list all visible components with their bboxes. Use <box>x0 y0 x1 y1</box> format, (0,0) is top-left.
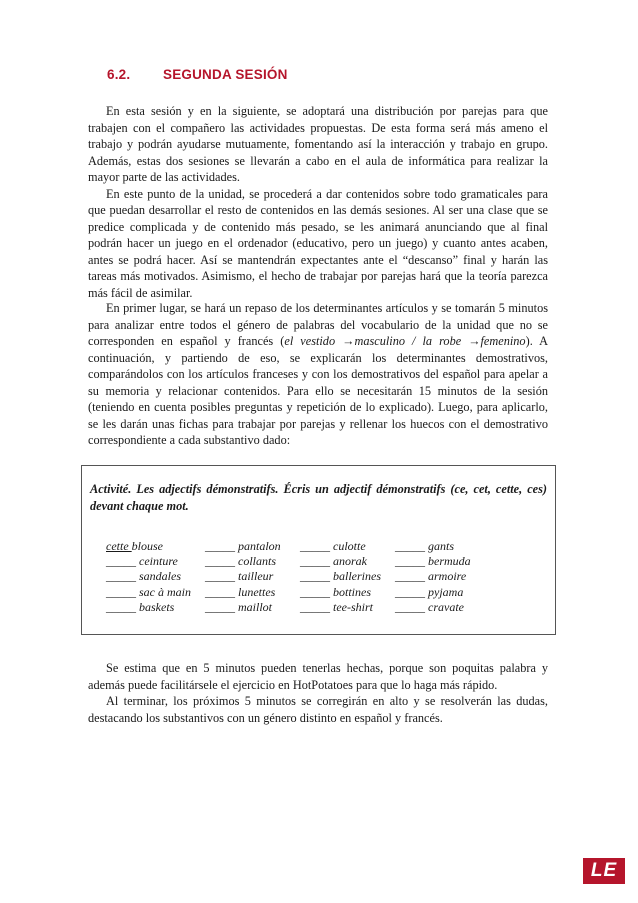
exercise-item <box>205 554 300 569</box>
exercise-item <box>300 539 395 554</box>
exercise-title: Activité. Les adjectifs démonstratifs. Écris un adjectif démonstratifs (ce, cet, cette, ces) devant chaque mot. <box>90 482 547 513</box>
answer-blank: _____ <box>106 599 139 614</box>
answer-blank: _____ <box>395 569 428 584</box>
exercise-word: armoire <box>428 569 467 584</box>
exercise-item <box>106 585 205 600</box>
exercise-row <box>106 600 485 615</box>
answer-blank: _____ <box>205 554 238 569</box>
exercise-word: tee-shirt <box>333 599 373 614</box>
exercise-item <box>205 569 300 584</box>
exercise-word: sandales <box>139 569 181 584</box>
exercise-word: anorak <box>333 554 367 569</box>
answer-blank: _____ <box>106 584 139 599</box>
exercise-word: sac à main <box>139 584 191 599</box>
exercise-item <box>395 585 485 600</box>
exercise-word: ballerines <box>333 569 381 584</box>
exercise-item <box>395 569 485 584</box>
answer-blank: _____ <box>395 599 428 614</box>
answer-blank: _____ <box>106 569 139 584</box>
answer-blank: _____ <box>395 554 428 569</box>
answer-blank: _____ <box>300 569 333 584</box>
section-number: 6.2. <box>107 67 131 82</box>
exercise-item <box>300 554 395 569</box>
answer-blank: _____ <box>205 539 238 553</box>
paragraph: Al terminar, los próximos 5 minutos se corregirán en alto y se resolverán las dudas, destacando los substantivos con un género distinto en español y francés. <box>88 694 548 725</box>
exercise-item <box>395 554 485 569</box>
explanation-text <box>88 300 548 449</box>
answer-blank: _____ <box>395 584 428 599</box>
exercise-word: culotte <box>333 539 366 553</box>
paragraph: Se estima que en 5 minutos pueden tenerlas hechas, porque son poquitas palabra y además puede facilitársele el ejercicio en HotPotatoes para que lo haga más rápido. <box>88 661 548 692</box>
exercise-item <box>106 569 205 584</box>
exercise-item <box>205 600 300 615</box>
exercise-item <box>395 600 485 615</box>
exercise-item <box>106 539 205 554</box>
section-heading <box>107 67 288 82</box>
paragraph-part: ). A continuación, y partiendo de eso, se explicarán los determinantes demostrativos, comparándolos con los artículos franceses y con los demostrativos del español para apelar a su memoria y relacionar contenidos. Para ello se necesitarán 15 minutos de la sesión (teniendo en cuenta posibles preguntas y repetición de lo explicado). Luego, para aplicarlo, se les darán unas fichas para trabajar por parejas y rellenar los huecos con el demostrativo correspondiente a cada substantivo dado: <box>88 334 549 447</box>
exercise-item <box>300 600 395 615</box>
exercise-item <box>106 600 205 615</box>
exercise-row <box>106 569 485 584</box>
exercise-word: baskets <box>139 599 175 614</box>
answer-blank: _____ <box>300 584 333 599</box>
exercise-item <box>300 569 395 584</box>
paragraph <box>88 300 548 449</box>
exercise-word: pyjama <box>428 584 464 599</box>
exercise-word: ceinture <box>139 554 178 569</box>
exercise-word: bermuda <box>428 554 471 569</box>
exercise-item <box>205 539 300 554</box>
paragraph-part: En primer lugar, se hará un repaso de los determinantes artículos y se tomarán 5 minutos para analizar entre todos el género de palabras del vocabulario de la unidad que no se corresponden en español y francés ( <box>88 301 548 348</box>
exercise-word: cravate <box>428 599 464 614</box>
exercise-box <box>81 465 556 635</box>
exercise-item <box>106 554 205 569</box>
answer-blank: _____ <box>300 554 333 569</box>
answer-blank: _____ <box>205 569 238 584</box>
exercise-word: lunettes <box>238 584 276 599</box>
exercise-word: gants <box>428 539 455 553</box>
exercise-word: collants <box>238 554 276 569</box>
answer-blank: _____ <box>106 554 139 569</box>
exercise-item <box>300 585 395 600</box>
closing-text <box>88 660 548 726</box>
exercise-row <box>106 554 485 569</box>
answer-blank: _____ <box>395 539 428 553</box>
exercise-word: blouse <box>131 539 163 553</box>
exercise-item <box>395 539 485 554</box>
answer-blank: _____ <box>205 599 238 614</box>
answer-blank: _____ <box>300 599 333 614</box>
exercise-item <box>205 585 300 600</box>
gender-example: el vestido →masculino / la robe →femenino <box>284 334 526 348</box>
section-title: SEGUNDA SESIÓN <box>163 67 288 82</box>
publisher-logo: LE <box>583 858 625 884</box>
exercise-word: bottines <box>333 584 371 599</box>
answer-blank: _____ <box>300 539 333 553</box>
exercise-word: maillot <box>238 599 273 614</box>
paragraph: En este punto de la unidad, se procederá a dar contenidos sobre todo gramaticales para que puedan desarrollar el resto de contenidos en las demás sesiones. Al ser una clase que se predice complicada y de contenido más pesado, se les animará anunciando que al final podrán hacer un juego en el ordenador (educativo, pero un juego) y cuanto antes acaben, antes se podrá hacer. Así se mantendrán expectantes ante el “descanso” final y harán las tareas más motivados. Asimismo, el hecho de trabajar por parejas hará que la teoría parezca más fácil de asimilar. <box>88 186 548 300</box>
exercise-row <box>106 585 485 600</box>
answer-blank: cette <box>106 539 132 553</box>
exercise-word: pantalon <box>238 539 281 553</box>
exercise-word: tailleur <box>238 569 274 584</box>
paragraph: En esta sesión y en la siguiente, se adoptará una distribución por parejas para que trabajen con el compañero las actividades propuestas. De esta forma será más ameno el trabajo y podrán ayudarse mutuamente, fomentando así la interacción y trabajo en grupo. Además, estas dos sesiones se llevarán a cabo en el aula de informática para realizar la mayor parte de las actividades. <box>88 104 548 184</box>
exercise-grid <box>106 539 485 615</box>
intro-text <box>88 103 548 301</box>
answer-blank: _____ <box>205 584 238 599</box>
exercise-row <box>106 539 485 554</box>
